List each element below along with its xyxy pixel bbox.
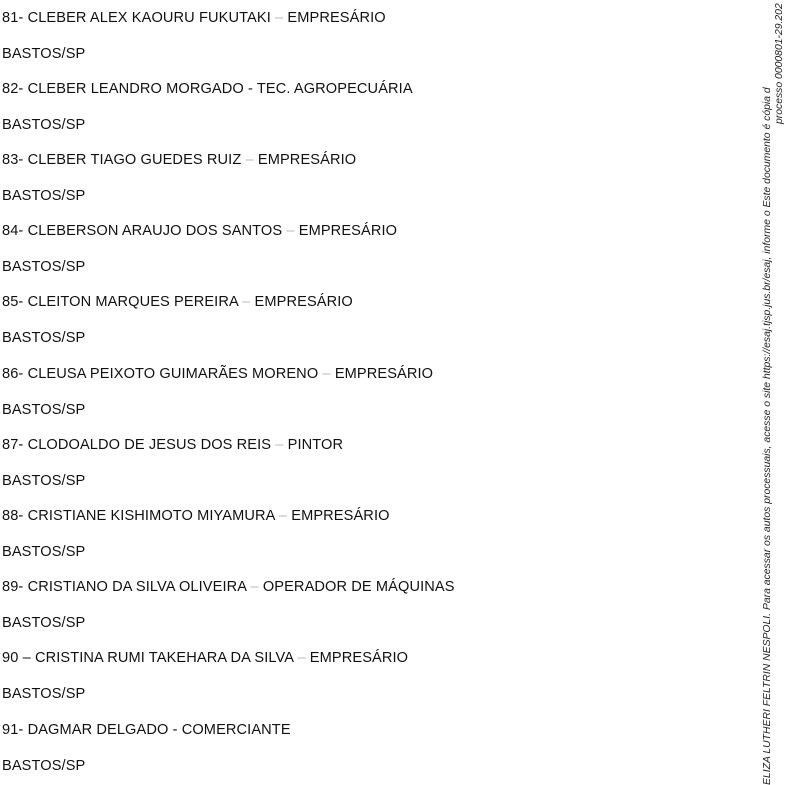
entry-name: CRISTIANE KISHIMOTO MIYAMURA [27,508,275,524]
list-item [2,578,722,632]
entry-separator: – [282,223,299,239]
entry-city: BASTOS/SP [2,402,86,418]
entry-occupation: EMPRESÁRIO [291,508,390,524]
margin-note-line-1: ELIZA LUTHERI FELTRIN NESPOLI. Para acessar os autos processuais, acesse o site https://esaj.tjsp.jus.br/esaj, informe o Este documento é cópia d [762,87,773,785]
entry-name: CLEBER LEANDRO MORGADO [27,81,244,97]
entry-line [2,436,722,454]
entry-number: 90 – [2,650,31,666]
entry-name: CRISTIANO DA SILVA OLIVEIRA [27,579,247,595]
entry-line [2,578,722,596]
entry-line [2,507,722,525]
entry-number: 82- [2,81,24,97]
entry-city: BASTOS/SP [2,46,86,62]
entry-name: CLEUSA PEIXOTO GUIMARÃES MORENO [27,366,319,382]
entry-line [2,9,722,27]
entry-number: 86- [2,366,24,382]
entry-separator: – [246,579,263,595]
list-item [2,151,722,205]
entry-line [2,151,722,169]
entry-separator: – [274,508,292,524]
entry-line [2,222,722,240]
entry-separator: – [238,294,255,310]
entry-occupation: EMPRESÁRIO [287,10,386,26]
entry-separator: - [168,722,182,738]
entry-occupation: EMPRESÁRIO [254,294,353,310]
entry-occupation: EMPRESÁRIO [334,366,434,382]
entry-city: BASTOS/SP [2,758,86,774]
entry-name: CLEBER ALEX KAOURU FUKUTAKI [27,10,271,26]
entry-line [2,721,722,739]
entry-city: BASTOS/SP [2,188,86,204]
entry-separator: - [243,81,257,97]
entry-name: CRISTINA RUMI TAKEHARA DA SILVA [34,650,294,666]
entry-city: BASTOS/SP [2,117,86,133]
entry-city: BASTOS/SP [2,473,86,489]
entry-city: BASTOS/SP [2,259,86,275]
entry-occupation: EMPRESÁRIO [298,223,398,239]
entry-number: 81- [2,10,24,26]
entry-line [2,649,722,667]
entry-name: CLODOALDO DE JESUS DOS REIS [27,437,272,453]
list-item [2,222,722,276]
entry-number: 83- [2,152,24,168]
entry-separator: – [293,650,310,666]
entry-occupation: EMPRESÁRIO [309,650,409,666]
entry-number: 85- [2,294,24,310]
list-item [2,365,722,419]
entry-occupation: PINTOR [287,437,344,453]
entry-city: BASTOS/SP [2,615,86,631]
entry-separator: – [270,10,288,26]
entry-occupation: EMPRESÁRIO [257,152,357,168]
entry-number: 91- [2,722,24,738]
margin-note-line-2: processo 0000801-29.202 [774,3,785,124]
entry-name: CLEITON MARQUES PEREIRA [27,294,239,310]
entry-line [2,293,722,311]
entry-name: CLEBER TIAGO GUEDES RUIZ [27,152,242,168]
list-item [2,9,722,63]
margin-authentication-note [762,0,800,785]
entry-separator: – [241,152,258,168]
list-item [2,436,722,490]
entry-number: 84- [2,223,24,239]
entry-name: DAGMAR DELGADO [27,722,169,738]
entry-city: BASTOS/SP [2,544,86,560]
entry-line [2,80,722,98]
entry-city: BASTOS/SP [2,686,86,702]
list-item [2,507,722,561]
entry-number: 88- [2,508,24,524]
list-item [2,721,722,775]
list-item [2,649,722,703]
entry-number: 87- [2,437,24,453]
entry-occupation: TEC. AGROPECUÁRIA [256,81,413,97]
entry-occupation: OPERADOR DE MÁQUINAS [262,579,455,595]
entry-name: CLEBERSON ARAUJO DOS SANTOS [27,223,283,239]
entry-line [2,365,722,383]
entry-number: 89- [2,579,24,595]
entry-separator: – [271,437,288,453]
entry-separator: – [318,366,335,382]
entry-occupation: COMERCIANTE [181,722,291,738]
entry-city: BASTOS/SP [2,330,86,346]
list-item [2,293,722,347]
list-item [2,80,722,134]
